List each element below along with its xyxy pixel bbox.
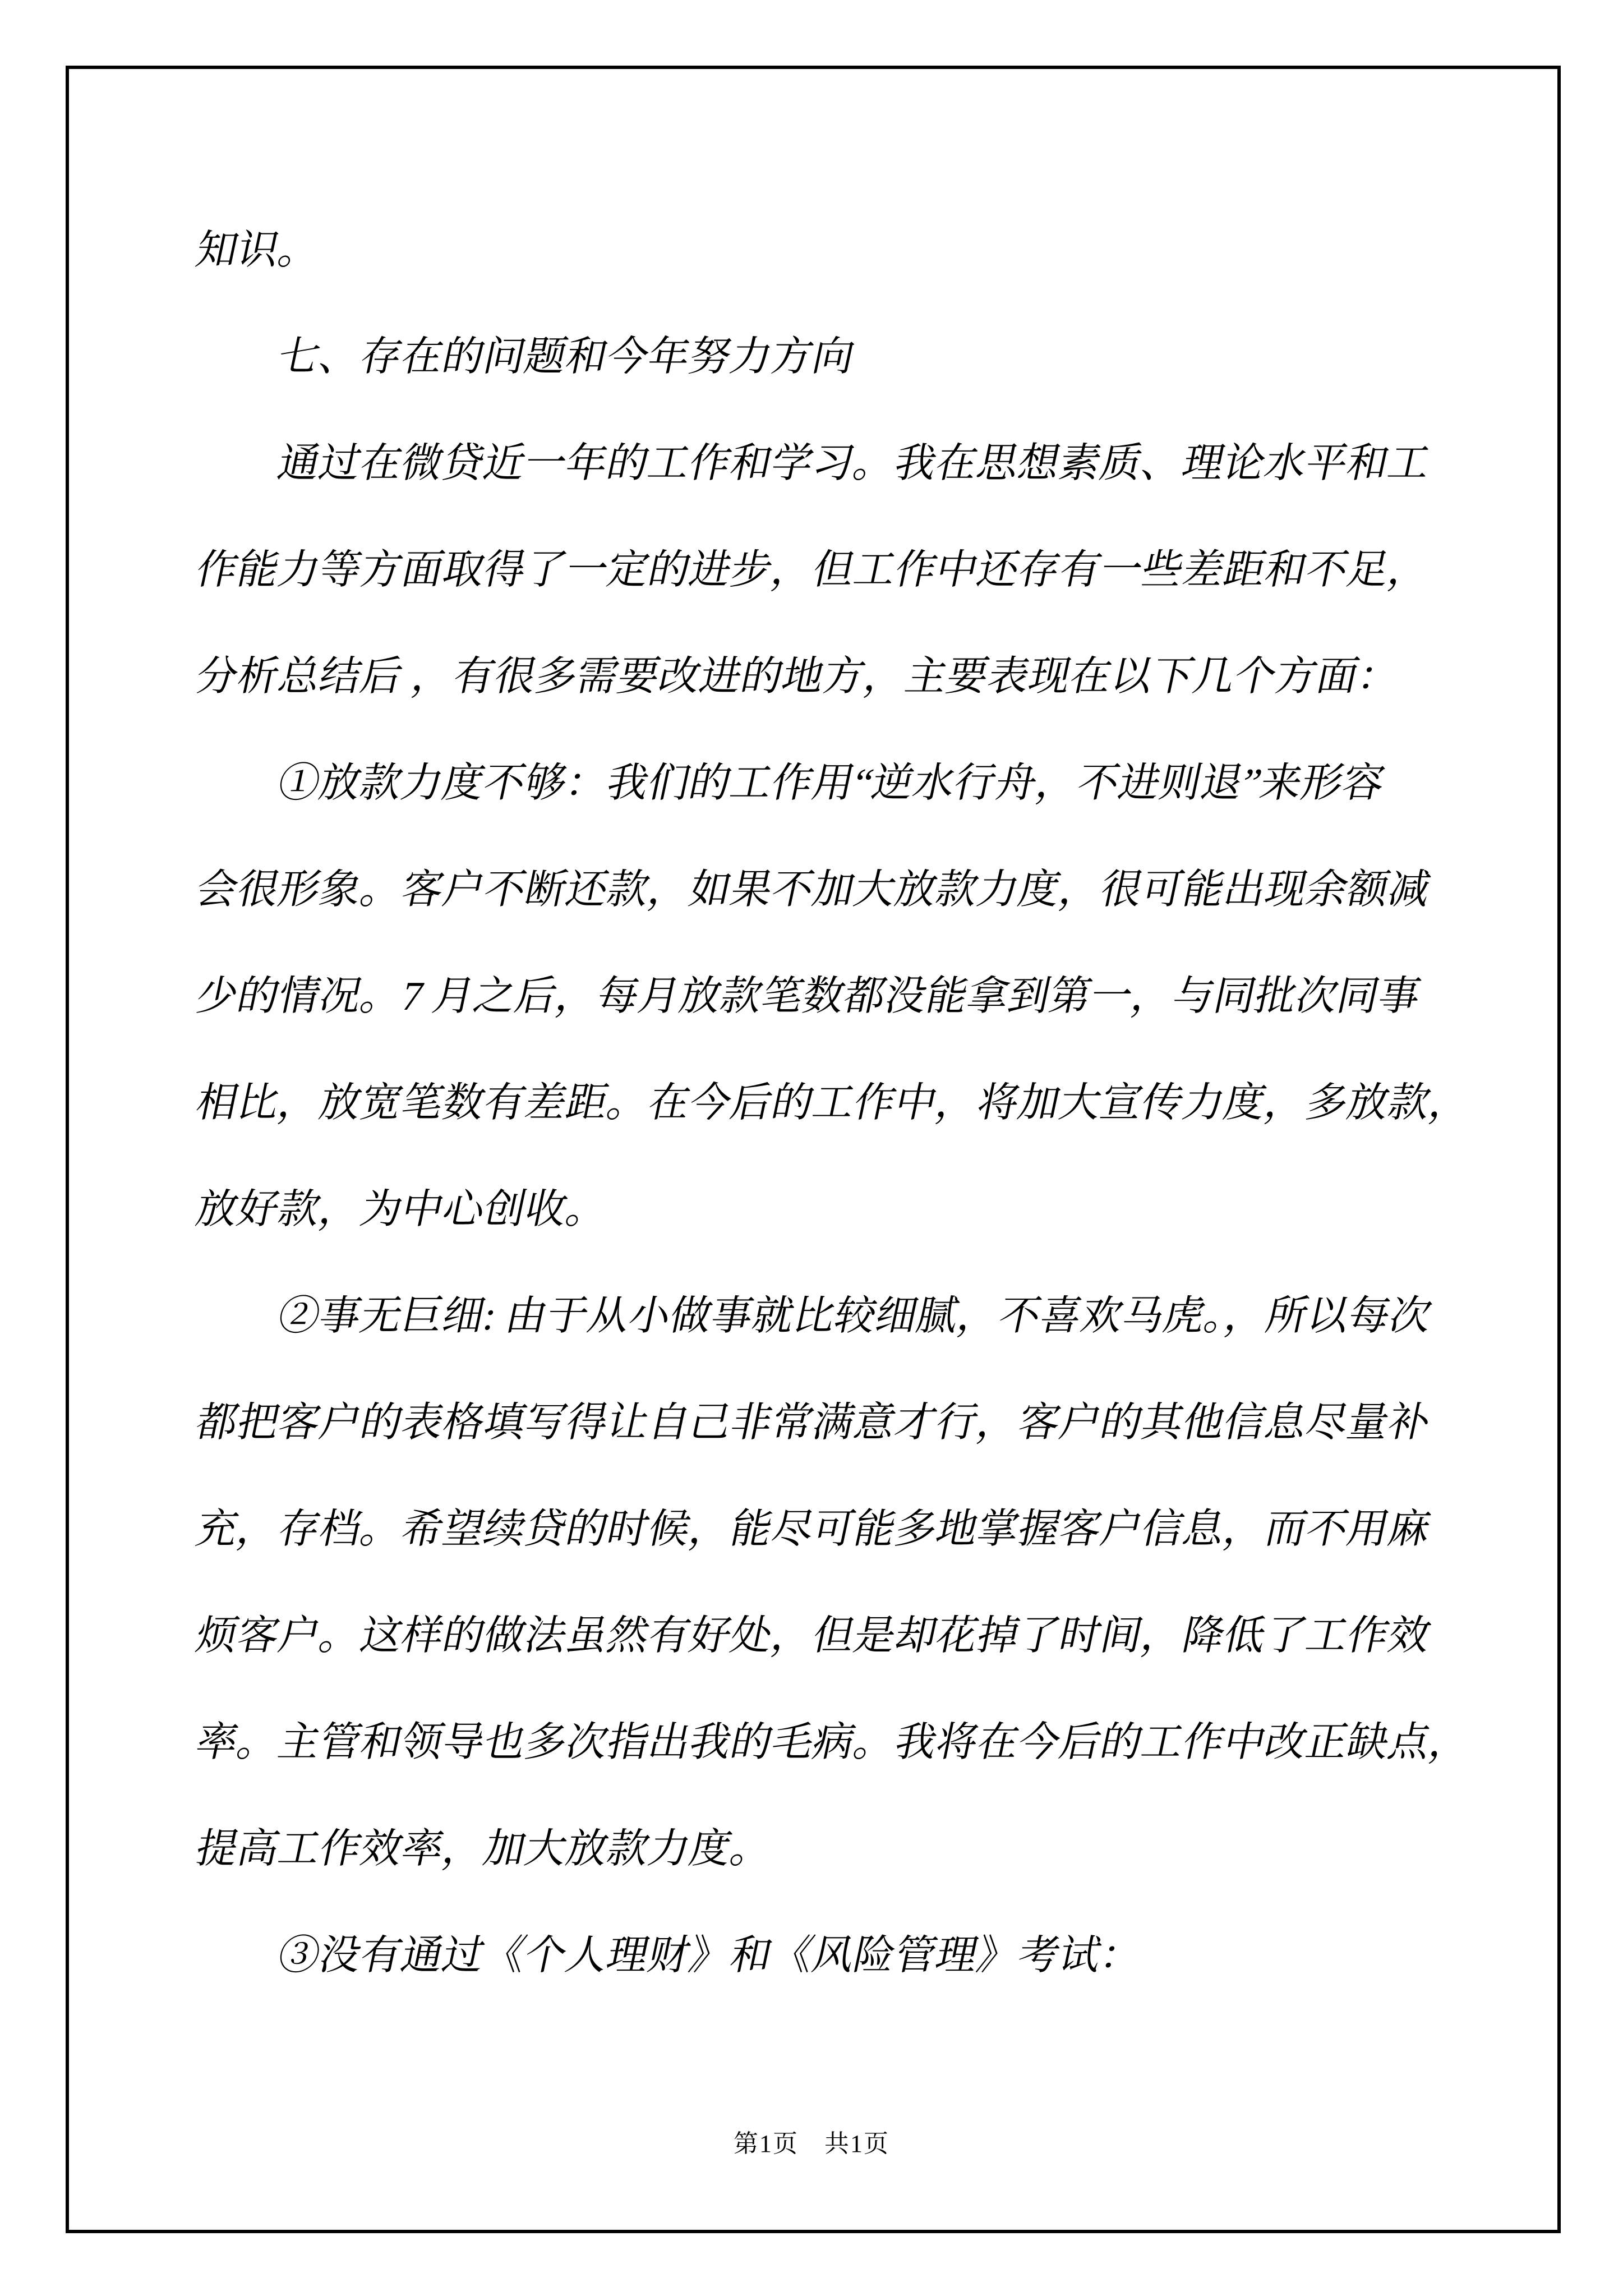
doc-line: 相比，放宽笔数有差距。在今后的工作中，将加大宣传力度，多放款， <box>192 1080 1477 1125</box>
doc-line-item-1: ①放款力度不够：我们的工作用“逆水行舟，不进则退”来形容 <box>274 760 1389 806</box>
doc-line-item-2: ②事无巨细: 由于从小做事就比较细腻，不喜欢马虎。，所以每次 <box>274 1293 1436 1338</box>
doc-line: 少的情况。7 月之后，每月放款笔数都没能拿到第一，与同批次同事 <box>192 973 1425 1019</box>
doc-line: 都把客户的表格填写得让自己非常满意才行，客户的其他信息尽量补 <box>192 1400 1435 1445</box>
doc-line: 率。主管和领导也多次指出我的毛病。我将在今后的工作中改正缺点， <box>192 1719 1477 1765</box>
page-number-footer: 第1页 共1页 <box>734 2130 889 2157</box>
doc-line-item-3: ③没有通过《个人理财》和《风险管理》考试： <box>274 1932 1147 1978</box>
doc-line: 充，存档。希望续贷的时候，能尽可能多地掌握客户信息，而不用麻 <box>192 1506 1435 1552</box>
doc-line: 作能力等方面取得了一定的进步，但工作中还存有一些差距和不足， <box>192 547 1435 592</box>
doc-line: 分析总结后 ，有很多需要改进的地方，主要表现在以下几个方面： <box>192 654 1404 699</box>
doc-line: 放好款，为中心创收。 <box>192 1186 613 1232</box>
document-body-text <box>192 197 1504 2009</box>
doc-line: 知识。 <box>192 227 325 273</box>
doc-line: 会很形象。客户不断还款，如果不加大放款力度，很可能出现余额减 <box>192 867 1435 912</box>
doc-line: 烦客户。这样的做法虽然有好处，但是却花掉了时间，降低了工作效 <box>192 1613 1435 1658</box>
doc-line-section-heading: 七、存在的问题和今年努力方向 <box>274 334 859 379</box>
doc-line: 提高工作效率，加大放款力度。 <box>192 1826 777 1871</box>
doc-line: 通过在微贷近一年的工作和学习。我在思想素质、理论水平和工 <box>274 440 1435 486</box>
